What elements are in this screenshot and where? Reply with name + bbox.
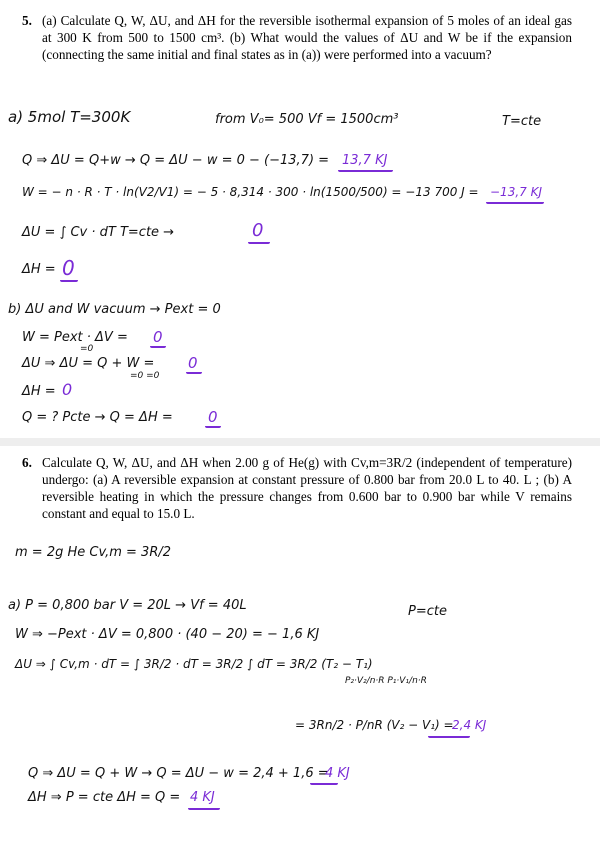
problem-6 [22, 454, 572, 522]
page-divider [0, 438, 600, 446]
sol6-q-underline [310, 783, 338, 785]
sol5-a-from: from V₀= 500 Vf = 1500cm³ [215, 112, 399, 127]
problem-5-text: (a) Calculate Q, W, ΔU, and ΔH for the reversible isothermal expansion of 5 moles of an ideal gas at 300 K from 500 to 1500 cm³. (b) What would the values of ΔU and W be if the expansion (connecting the same initial and final states as in (a)) were performed into a vacuum? [42, 13, 572, 62]
sol5-dub-underline [186, 372, 202, 374]
sol5-qb-answer: 0 [208, 408, 218, 426]
sol5-b-head: b) ΔU and W vacuum → Pext = 0 [8, 302, 221, 317]
sol5-dub-answer: 0 [188, 354, 198, 372]
sol5-du-line: ΔU = ∫ Cv · dT T=cte → [22, 225, 175, 240]
sol6-a-head: a) P = 0,800 bar V = 20L → Vf = 40L [8, 598, 247, 613]
problem-5 [22, 12, 572, 63]
problem-5-number: 5. [22, 13, 32, 28]
sol5-du-underline [248, 242, 270, 244]
sol6-du-underline [428, 736, 470, 738]
problem-6-text: Calculate Q, W, ΔU, and ΔH when 2.00 g of He(g) with Cv,m=3R/2 (independent of temperature) undergo: (a) A reversible expansion at constant pressure of 0.800 bar from 20.0 L to 40. L ; (b) A reversible heating in which the pressure changes from 0.600 bar to 0.900 bar while V remains constant and equal to 15.0 L. [42, 455, 572, 521]
sol5-dh-answer: 0 [62, 256, 75, 280]
sol5-q-line: Q ⇒ ΔU = Q+w → Q = ΔU − w = 0 − (−13,7) = [22, 153, 330, 168]
sol6-du-line2: = 3Rn/2 · P/nR (V₂ − V₁) = [295, 718, 454, 732]
sol5-w-answer: −13,7 KJ [490, 185, 542, 199]
sol5-du-answer: 0 [252, 220, 264, 241]
sol5-wb-underline [150, 346, 166, 348]
sol5-wb-answer: 0 [153, 328, 163, 346]
problem-6-number: 6. [22, 455, 32, 470]
sol5-w-underline [486, 202, 544, 204]
sol5-a-head: a) 5mol T=300K [8, 108, 131, 126]
sol5-dub-sub: =0 =0 [130, 371, 160, 381]
sol5-qb-line: Q = ? Pcte → Q = ΔH = [22, 410, 173, 425]
sol5-qb-underline [205, 426, 221, 428]
sol6-du-line: ΔU ⇒ ∫ Cv,m · dT = ∫ 3R/2 · dT = 3R/2 ∫ dT = 3R/2 (T₂ − T₁) [15, 657, 373, 671]
sol6-dh-underline [188, 808, 220, 810]
sol5-dh-line: ΔH = [22, 262, 56, 277]
sol5-wb-line: W = Pext · ΔV = [22, 330, 128, 345]
sol6-du-sub: P₂·V₂/n·R P₁·V₁/n·R [345, 676, 427, 686]
sol5-q-underline [338, 170, 393, 172]
sol6-given: m = 2g He Cv,m = 3R/2 [15, 545, 171, 560]
sol5-dub-line: ΔU ⇒ ΔU = Q + W = [22, 356, 155, 371]
sol5-dhb-line: ΔH = [22, 384, 56, 399]
sol5-dh-underline [60, 280, 78, 282]
sol6-a-pcte: P=cte [408, 604, 447, 619]
sol6-du-answer: 2,4 KJ [452, 718, 487, 732]
sol5-w-line: W = − n · R · T · ln(V2/V1) = − 5 · 8,314 · 300 · ln(1500/500) = −13 700 J = [22, 185, 479, 199]
sol5-q-answer: 13,7 KJ [342, 153, 388, 168]
sol6-w-line: W ⇒ −Pext · ΔV = 0,800 · (40 − 20) = − 1,6 KJ [15, 627, 320, 642]
sol6-dh-line: ΔH ⇒ P = cte ΔH = Q = [28, 790, 181, 805]
sol5-wb-sub: =0 [80, 344, 94, 354]
sol5-a-tcte: T=cte [502, 114, 542, 129]
sol6-dh-answer: 4 KJ [190, 790, 215, 805]
sol5-dhb-answer: 0 [62, 380, 73, 399]
sol6-q-answer: 4 KJ [325, 766, 350, 781]
sol6-q-line: Q ⇒ ΔU = Q + W → Q = ΔU − w = 2,4 + 1,6 = [28, 766, 329, 781]
